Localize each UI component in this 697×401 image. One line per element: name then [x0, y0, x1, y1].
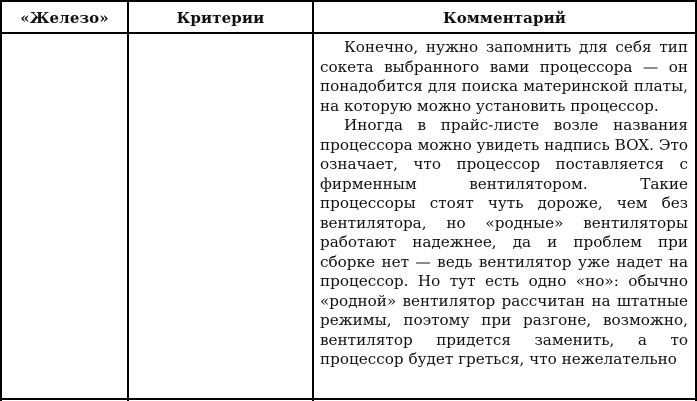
cell-comment	[320, 38, 688, 370]
header-hardware: «Железо»	[20, 9, 109, 27]
table-border-top	[0, 0, 697, 2]
column-divider-1	[127, 0, 129, 401]
comment-paragraph: Конечно, нужно запомнить для себя тип сокета выбранного вами процессора — он понадобится для поиска материнской платы, на которую можно установить процессор.	[320, 38, 688, 115]
header-criteria: Критерии	[176, 9, 265, 27]
comment-paragraph: Иногда в прайс-листе возле названия процессора можно увидеть надпись BOX. Это означает, что процессор поставляется с фирменным вентилятором. Такие процессоры стоят чуть дороже, чем без вентилятора, но «родные» вентиляторы работают надежнее, да и проблем при сборке нет — ведь вентилятор уже надет на процессор. Но тут есть одно «но»: обычно «родной» вентилятор рассчитан на штатные режимы, поэтому при разгоне, возможно, вентилятор придется заменить, а то процессор будет греться, что нежелательно	[320, 116, 688, 368]
column-divider-2	[312, 0, 314, 401]
table-border-left	[0, 0, 2, 401]
header-comment: Комментарий	[442, 9, 567, 27]
header-divider	[0, 32, 697, 34]
table-border-bottom	[0, 398, 697, 400]
